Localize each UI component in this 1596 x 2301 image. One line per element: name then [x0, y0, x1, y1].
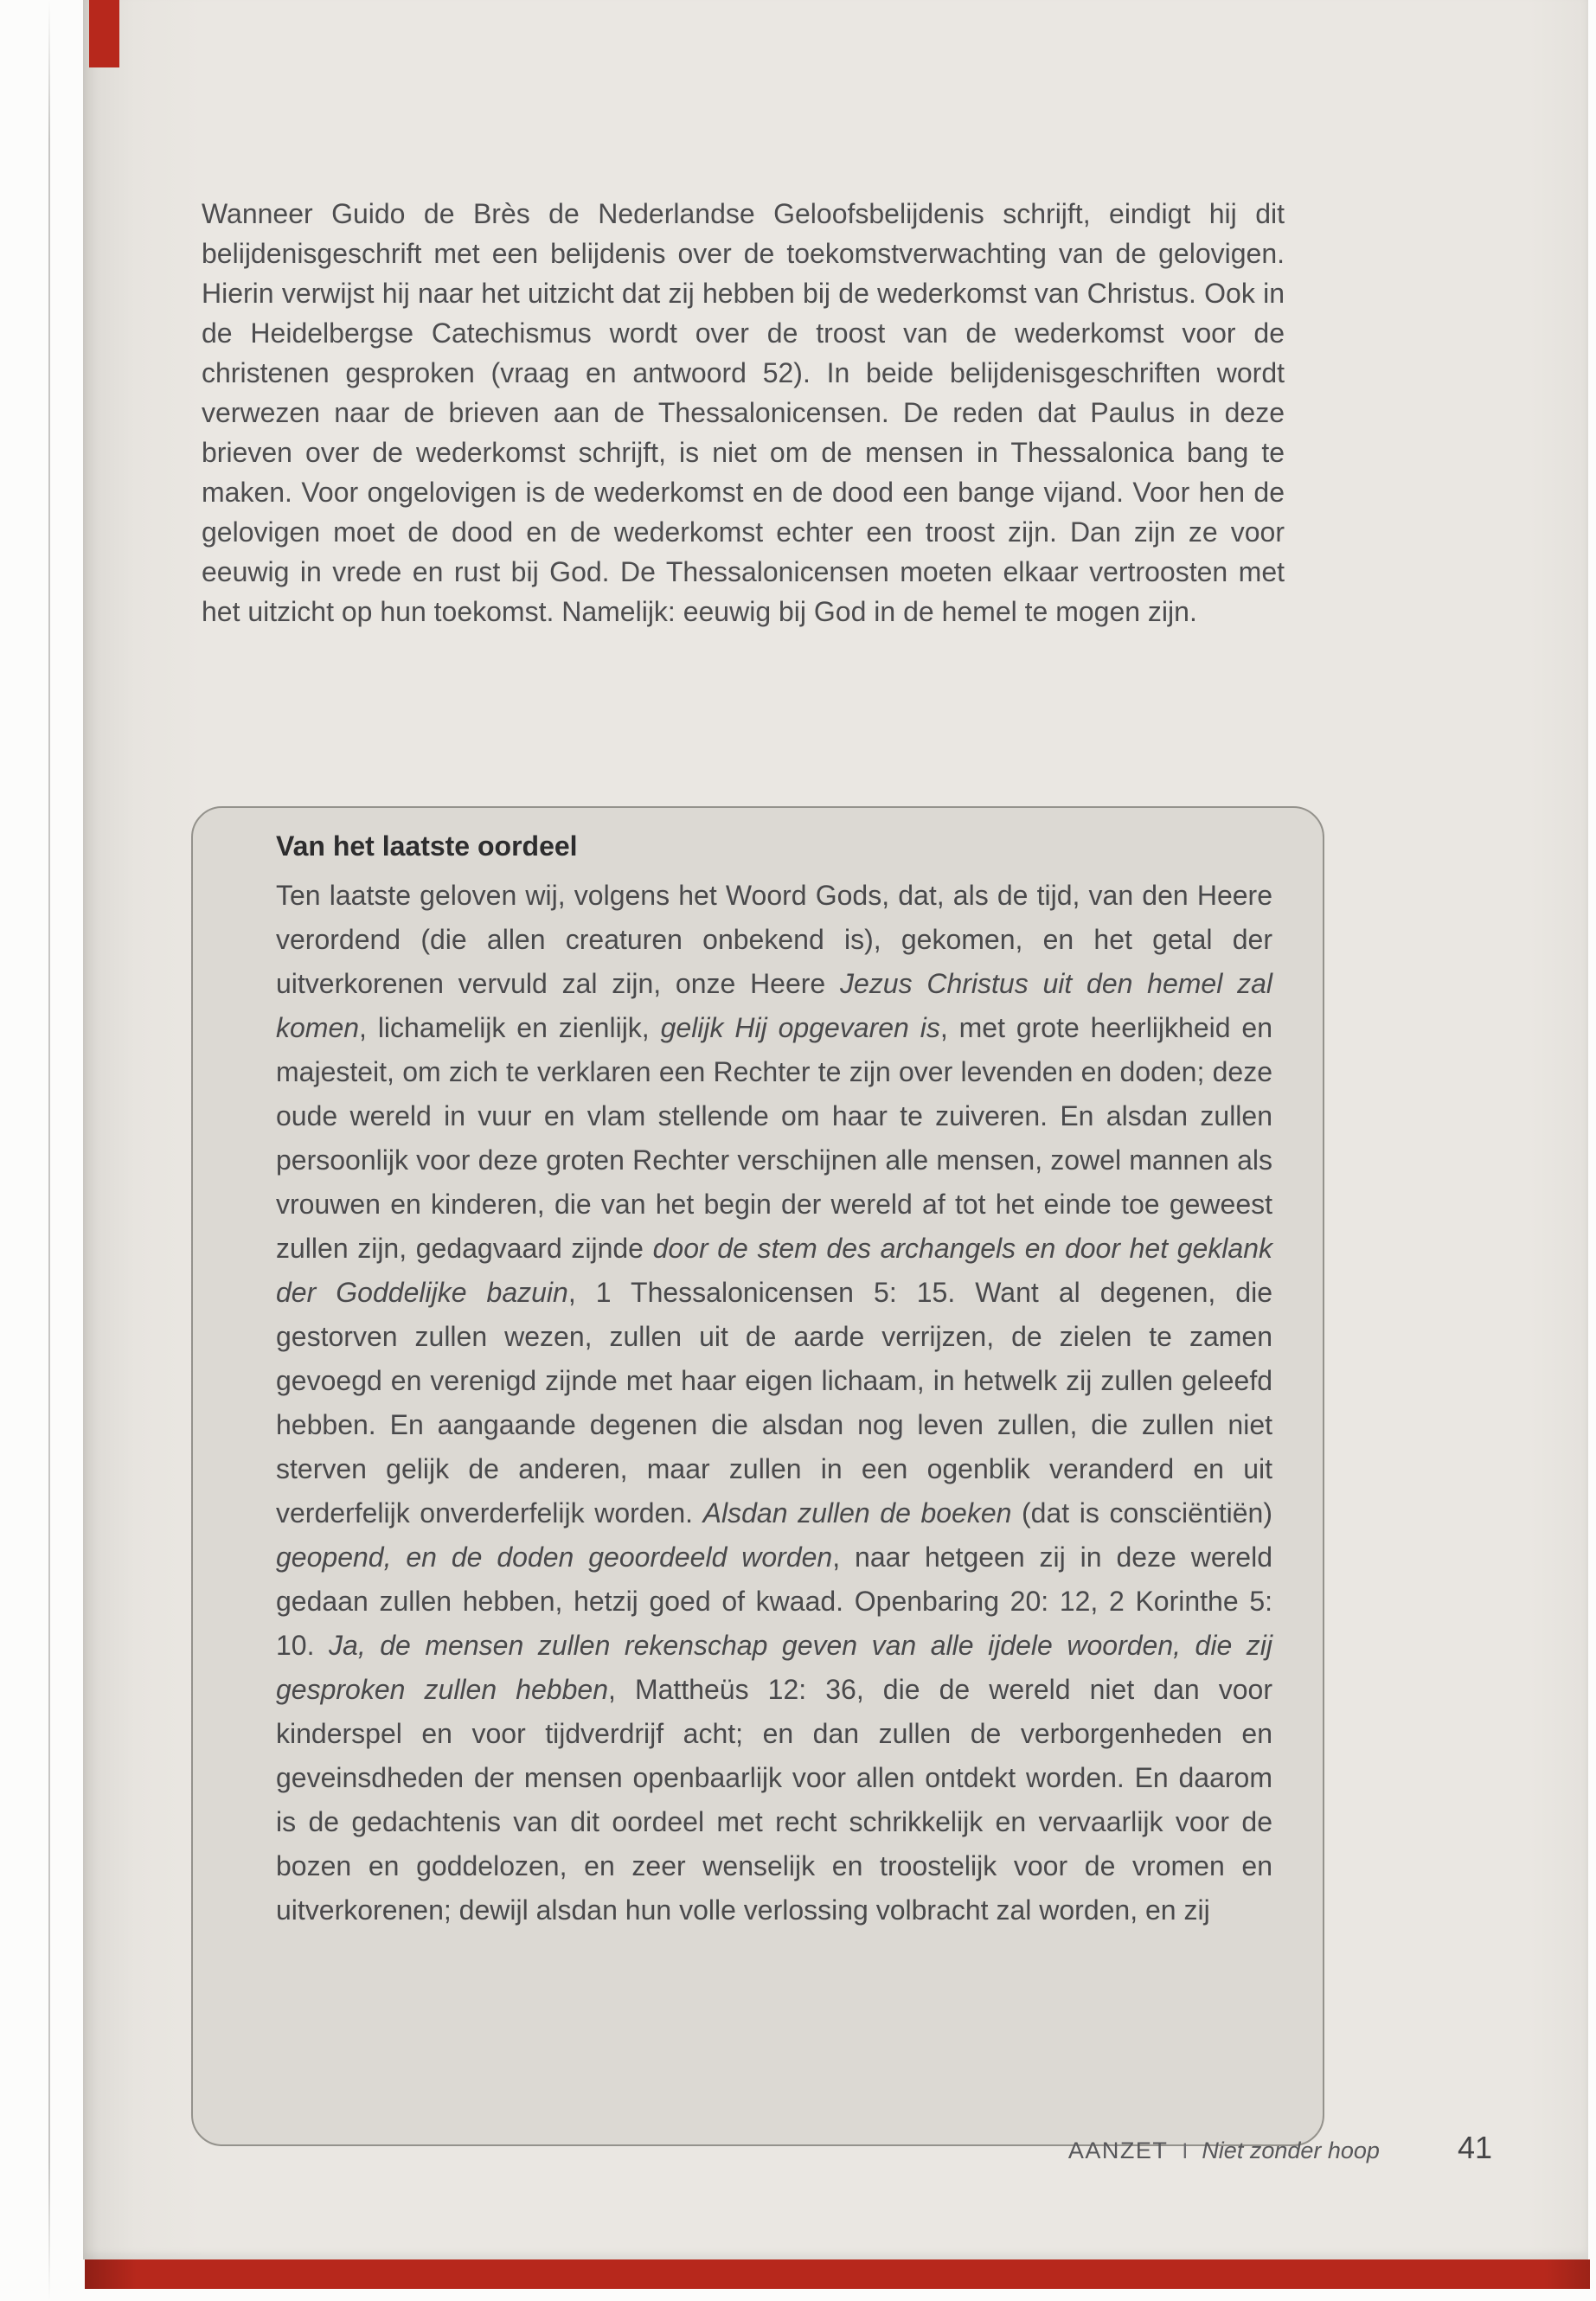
quote-segment-italic: gelijk Hij opgevaren is [660, 1012, 940, 1043]
quote-segment-italic: door de stem des archangels en door het geklank der Goddelijke bazuin [276, 1233, 1273, 1308]
footer-separator: I [1182, 2139, 1189, 2163]
footer-page-number: 41 [1457, 2130, 1492, 2165]
quote-segment: , met grote heerlijkheid en majesteit, om zich te verklaren een Rechter te zijn over levenden en doden; deze oude wereld in vuur en vlam stellende om haar te zuiveren. En alsdan zullen persoonlijk voor deze groten Rechter verschijnen alle mensen, zowel mannen als vrouwen en kinderen, die van het begin der wereld af tot het einde toe geweest zullen zijn, gedagvaard zijnde [276, 1012, 1273, 1264]
quote-segment: , naar hetgeen zij in deze wereld gedaan zullen hebben, hetzij goed of kwaad. Openbaring 20: 12, 2 Korinthe 5: 10. [276, 1541, 1273, 1661]
quote-box-text [276, 874, 1272, 1932]
intro-paragraph: Wanneer Guido de Brès de Nederlandse Geloofsbelijdenis schrijft, eindigt hij dit belijdenisgeschrift met een belijdenis over de toekomstverwachting van de gelovigen. Hierin verwijst hij naar het uitzicht dat zij hebben bij de wederkomst van Christus. Ook in de Heidelbergse Catechismus wordt over de troost van de wederkomst voor de christenen gesproken (vraag en antwoord 52). In beide belijdenisgeschriften wordt verwezen naar de brieven aan de Thessalonicensen. De reden dat Paulus in deze brieven over de wederkomst schrijft, is niet om de mensen in Thessalonica bang te maken. Voor ongelovigen is de wederkomst en de dood een bange vijand. Voor hen de gelovigen moet de dood en de wederkomst echter een troost zijn. Dan zijn ze voor eeuwig in vrede en rust bij God. De Thessalonicensen moeten elkaar vertroosten met het uitzicht op hun toekomst. Namelijk: eeuwig bij God in de hemel te mogen zijn. [202, 198, 1285, 627]
quote-segment: Ten laatste geloven wij, volgens het Woord Gods, dat, als de tijd, van den Heere verordend (die allen creaturen onbekend is), gekomen, en het getal der uitverkorenen vervuld zal zijn, onze Heere [276, 880, 1272, 999]
cover-red-strip [85, 2259, 1590, 2289]
quote-segment: (dat is consciëntiën) [1011, 1497, 1273, 1529]
quote-segment-italic: Jezus Christus uit den hemel zal komen [276, 968, 1273, 1043]
quote-segment: , Mattheüs 12: 36, die de wereld niet dan voor kinderspel en voor tijdverdrijf acht; en dan zullen de verborgenheden en geveinsdheden der mensen openbaarlijk voor allen ontdekt worden. En daarom is de gedachtenis van dit oordeel met recht schrikkelijk en vervaarlijk voor de bozen en goddelozen, en zeer wenselijk en troostelijk voor de vromen en uitverkorenen; dewijl alsdan hun volle verlossing volbracht zal worden, en zij [276, 1674, 1273, 1926]
quote-segment-italic: Ja, de mensen zullen rekenschap geven van alle ijdele woorden, die zij gesproken zullen hebben [276, 1630, 1273, 1705]
confession-quote-box [191, 806, 1324, 2146]
quote-segment-italic: geopend, en de doden geoordeeld worden [276, 1541, 833, 1573]
footer-book-title: Niet zonder hoop [1202, 2138, 1380, 2163]
cover-red-tab [89, 0, 119, 67]
quote-segment-italic: Alsdan zullen de boeken [702, 1497, 1012, 1529]
quote-segment: , lichamelijk en zienlijk, [359, 1012, 661, 1043]
quote-box-title: Van het laatste oordeel [276, 830, 578, 862]
footer-publication-name: AANZET [1067, 2138, 1169, 2163]
page-footer [1068, 2130, 1492, 2166]
scan-edge-line [48, 0, 50, 2301]
quote-segment: , 1 Thessalonicensen 5: 15. Want al degenen, die gestorven zullen wezen, zullen uit de aarde verrijzen, de zielen te zamen gevoegd en verenigd zijnde met haar eigen lichaam, in hetwelk zij zullen geleefd hebben. En aangaande degenen die alsdan nog leven zullen, die zullen niet sterven gelijk de anderen, maar zullen in een ogenblik veranderd en uit verderfelijk onverderfelijk worden. [276, 1277, 1273, 1529]
